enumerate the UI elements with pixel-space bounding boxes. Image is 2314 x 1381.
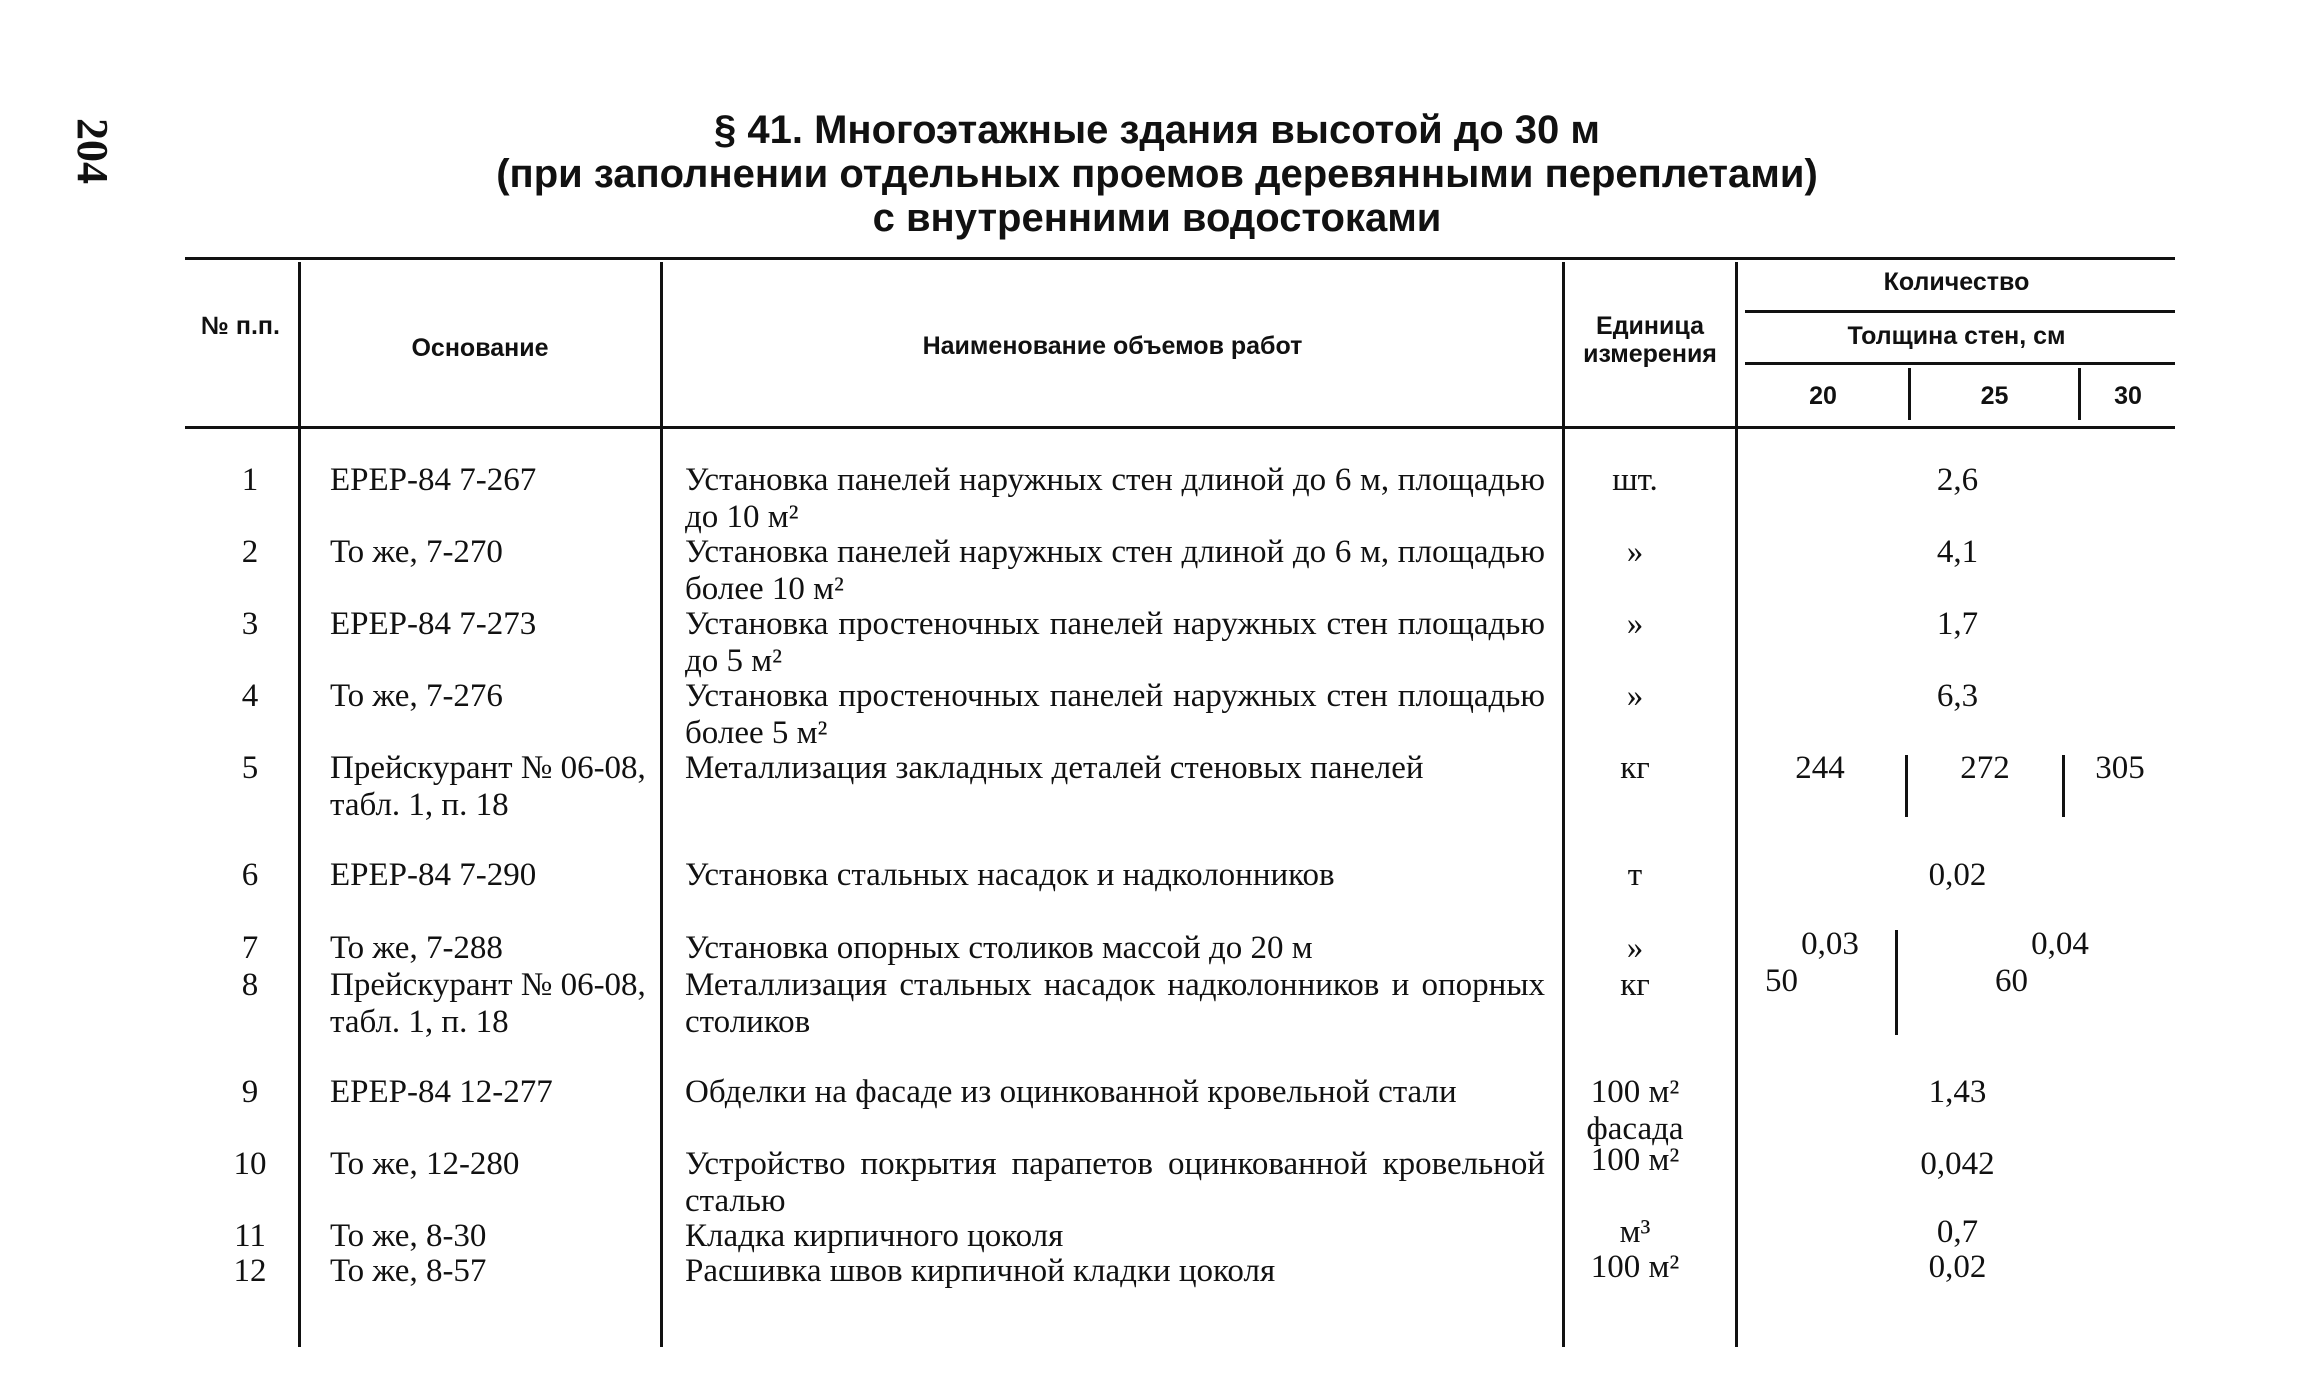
row-name: Установка простеночных панелей наружных стен площадью более 5 м² [685, 678, 1545, 751]
header-quantity: Количество [1883, 268, 2030, 296]
row-number: 9 [241, 1074, 259, 1110]
row-number: 4 [241, 678, 259, 714]
column-divider [1562, 262, 1565, 1347]
row-quantity: 4,1 [1936, 534, 1979, 570]
header-thickness-25: 25 [1980, 382, 2009, 410]
row-quantity-20: 50 [1765, 963, 1798, 999]
row-quantity: 0,02 [1928, 1249, 1987, 1285]
row-basis: ЕРЕР-84 12-277 [330, 1074, 553, 1110]
row-quantity: 2,6 [1936, 462, 1979, 498]
row-unit: » [1626, 606, 1644, 642]
row-basis: То же, 7-288 [330, 930, 503, 966]
quantity-divider [1905, 755, 1908, 817]
row-name: Установка стальных насадок и надколонников [685, 857, 1335, 893]
row-number: 3 [241, 606, 259, 642]
row-basis: ЕРЕР-84 7-273 [330, 606, 537, 642]
row-number: 7 [241, 930, 259, 966]
row-number: 1 [241, 462, 259, 498]
row-basis: То же, 8-57 [330, 1253, 487, 1289]
header-thickness: Толщина стен, см [1847, 322, 2066, 350]
row-unit: кг [1620, 750, 1650, 786]
section-title-line-2: (при заполнении отдельных проемов деревянными переплетами) [496, 152, 1818, 196]
header-thickness-30: 30 [2114, 382, 2142, 410]
row-unit: 100 м² [1590, 1249, 1680, 1285]
row-quantity-25-30: 0,04 [2031, 926, 2089, 962]
quantity-divider [1895, 930, 1898, 1035]
row-unit: 100 м² [1590, 1142, 1680, 1178]
row-basis: То же, 8-30 [330, 1218, 487, 1254]
row-unit: кг [1620, 967, 1650, 1003]
column-divider [660, 262, 663, 1347]
section-title-line-1: § 41. Многоэтажные здания высотой до 30 м [714, 108, 1600, 152]
row-number: 12 [233, 1253, 267, 1289]
row-unit: 100 м² фасада [1586, 1074, 1684, 1147]
row-name: Установка панелей наружных стен длиной до 6 м, площадью более 10 м² [685, 534, 1545, 607]
row-quantity: 6,3 [1936, 678, 1979, 714]
row-quantity-30: 305 [2095, 750, 2145, 786]
page-number: 204 [68, 118, 117, 184]
row-basis: Прейскурант № 06-08, табл. 1, п. 18 [330, 967, 646, 1040]
row-quantity: 0,7 [1936, 1214, 1979, 1250]
row-unit: шт. [1612, 462, 1658, 498]
row-name: Устройство покрытия парапетов оцинкованной кровельной сталью [685, 1146, 1545, 1219]
row-quantity-25-30: 60 [1995, 963, 2028, 999]
header-basis: Основание [411, 334, 549, 362]
row-basis: Прейскурант № 06-08, табл. 1, п. 18 [330, 750, 646, 823]
row-basis: То же, 7-276 [330, 678, 503, 714]
column-divider [1735, 262, 1738, 1347]
quantity-divider [2062, 755, 2065, 817]
row-name: Обделки на фасаде из оцинкованной кровельной стали [685, 1074, 1457, 1110]
section-title-line-3: с внутренними водостоками [872, 196, 1442, 240]
row-number: 2 [241, 534, 259, 570]
row-number: 6 [241, 857, 259, 893]
row-unit: » [1626, 930, 1644, 966]
row-number: 8 [241, 967, 259, 1003]
row-quantity-20: 244 [1795, 750, 1845, 786]
table-top-rule [185, 257, 2175, 260]
column-divider [298, 262, 301, 1347]
header-name: Наименование объемов работ [922, 332, 1303, 360]
row-name: Металлизация закладных деталей стеновых панелей [685, 750, 1424, 786]
row-quantity: 1,43 [1928, 1074, 1987, 1110]
row-name: Установка панелей наружных стен длиной до 6 м, площадью до 10 м² [685, 462, 1545, 535]
header-unit: Единица измерения [1583, 312, 1717, 368]
row-quantity-25: 272 [1960, 750, 2010, 786]
row-name: Кладка кирпичного цоколя [685, 1218, 1064, 1254]
row-unit: м³ [1619, 1214, 1651, 1250]
header-thickness-20: 20 [1809, 382, 1837, 410]
quantity-subheader-rule [1745, 310, 2175, 313]
row-number: 5 [241, 750, 259, 786]
row-name: Металлизация стальных насадок надколонников и опорных столиков [685, 967, 1545, 1040]
row-number: 11 [234, 1218, 266, 1254]
row-quantity-20: 0,03 [1801, 926, 1859, 962]
row-unit: » [1626, 534, 1644, 570]
row-unit: » [1626, 678, 1644, 714]
row-name: Расшивка швов кирпичной кладки цоколя [685, 1253, 1276, 1289]
row-name: Установка опорных столиков массой до 20 м [685, 930, 1313, 966]
row-basis: ЕРЕР-84 7-267 [330, 462, 537, 498]
row-unit: т [1627, 857, 1643, 893]
row-quantity: 0,02 [1928, 857, 1987, 893]
row-quantity: 1,7 [1936, 606, 1979, 642]
row-basis: То же, 12-280 [330, 1146, 520, 1182]
row-number: 10 [233, 1146, 267, 1182]
row-basis: То же, 7-270 [330, 534, 503, 570]
thickness-subheader-rule [1745, 362, 2175, 365]
header-num: № п.п. [201, 312, 280, 340]
row-basis: ЕРЕР-84 7-290 [330, 857, 537, 893]
row-name: Установка простеночных панелей наружных стен площадью до 5 м² [685, 606, 1545, 679]
row-quantity: 0,042 [1920, 1146, 1995, 1182]
header-bottom-rule [185, 426, 2175, 429]
